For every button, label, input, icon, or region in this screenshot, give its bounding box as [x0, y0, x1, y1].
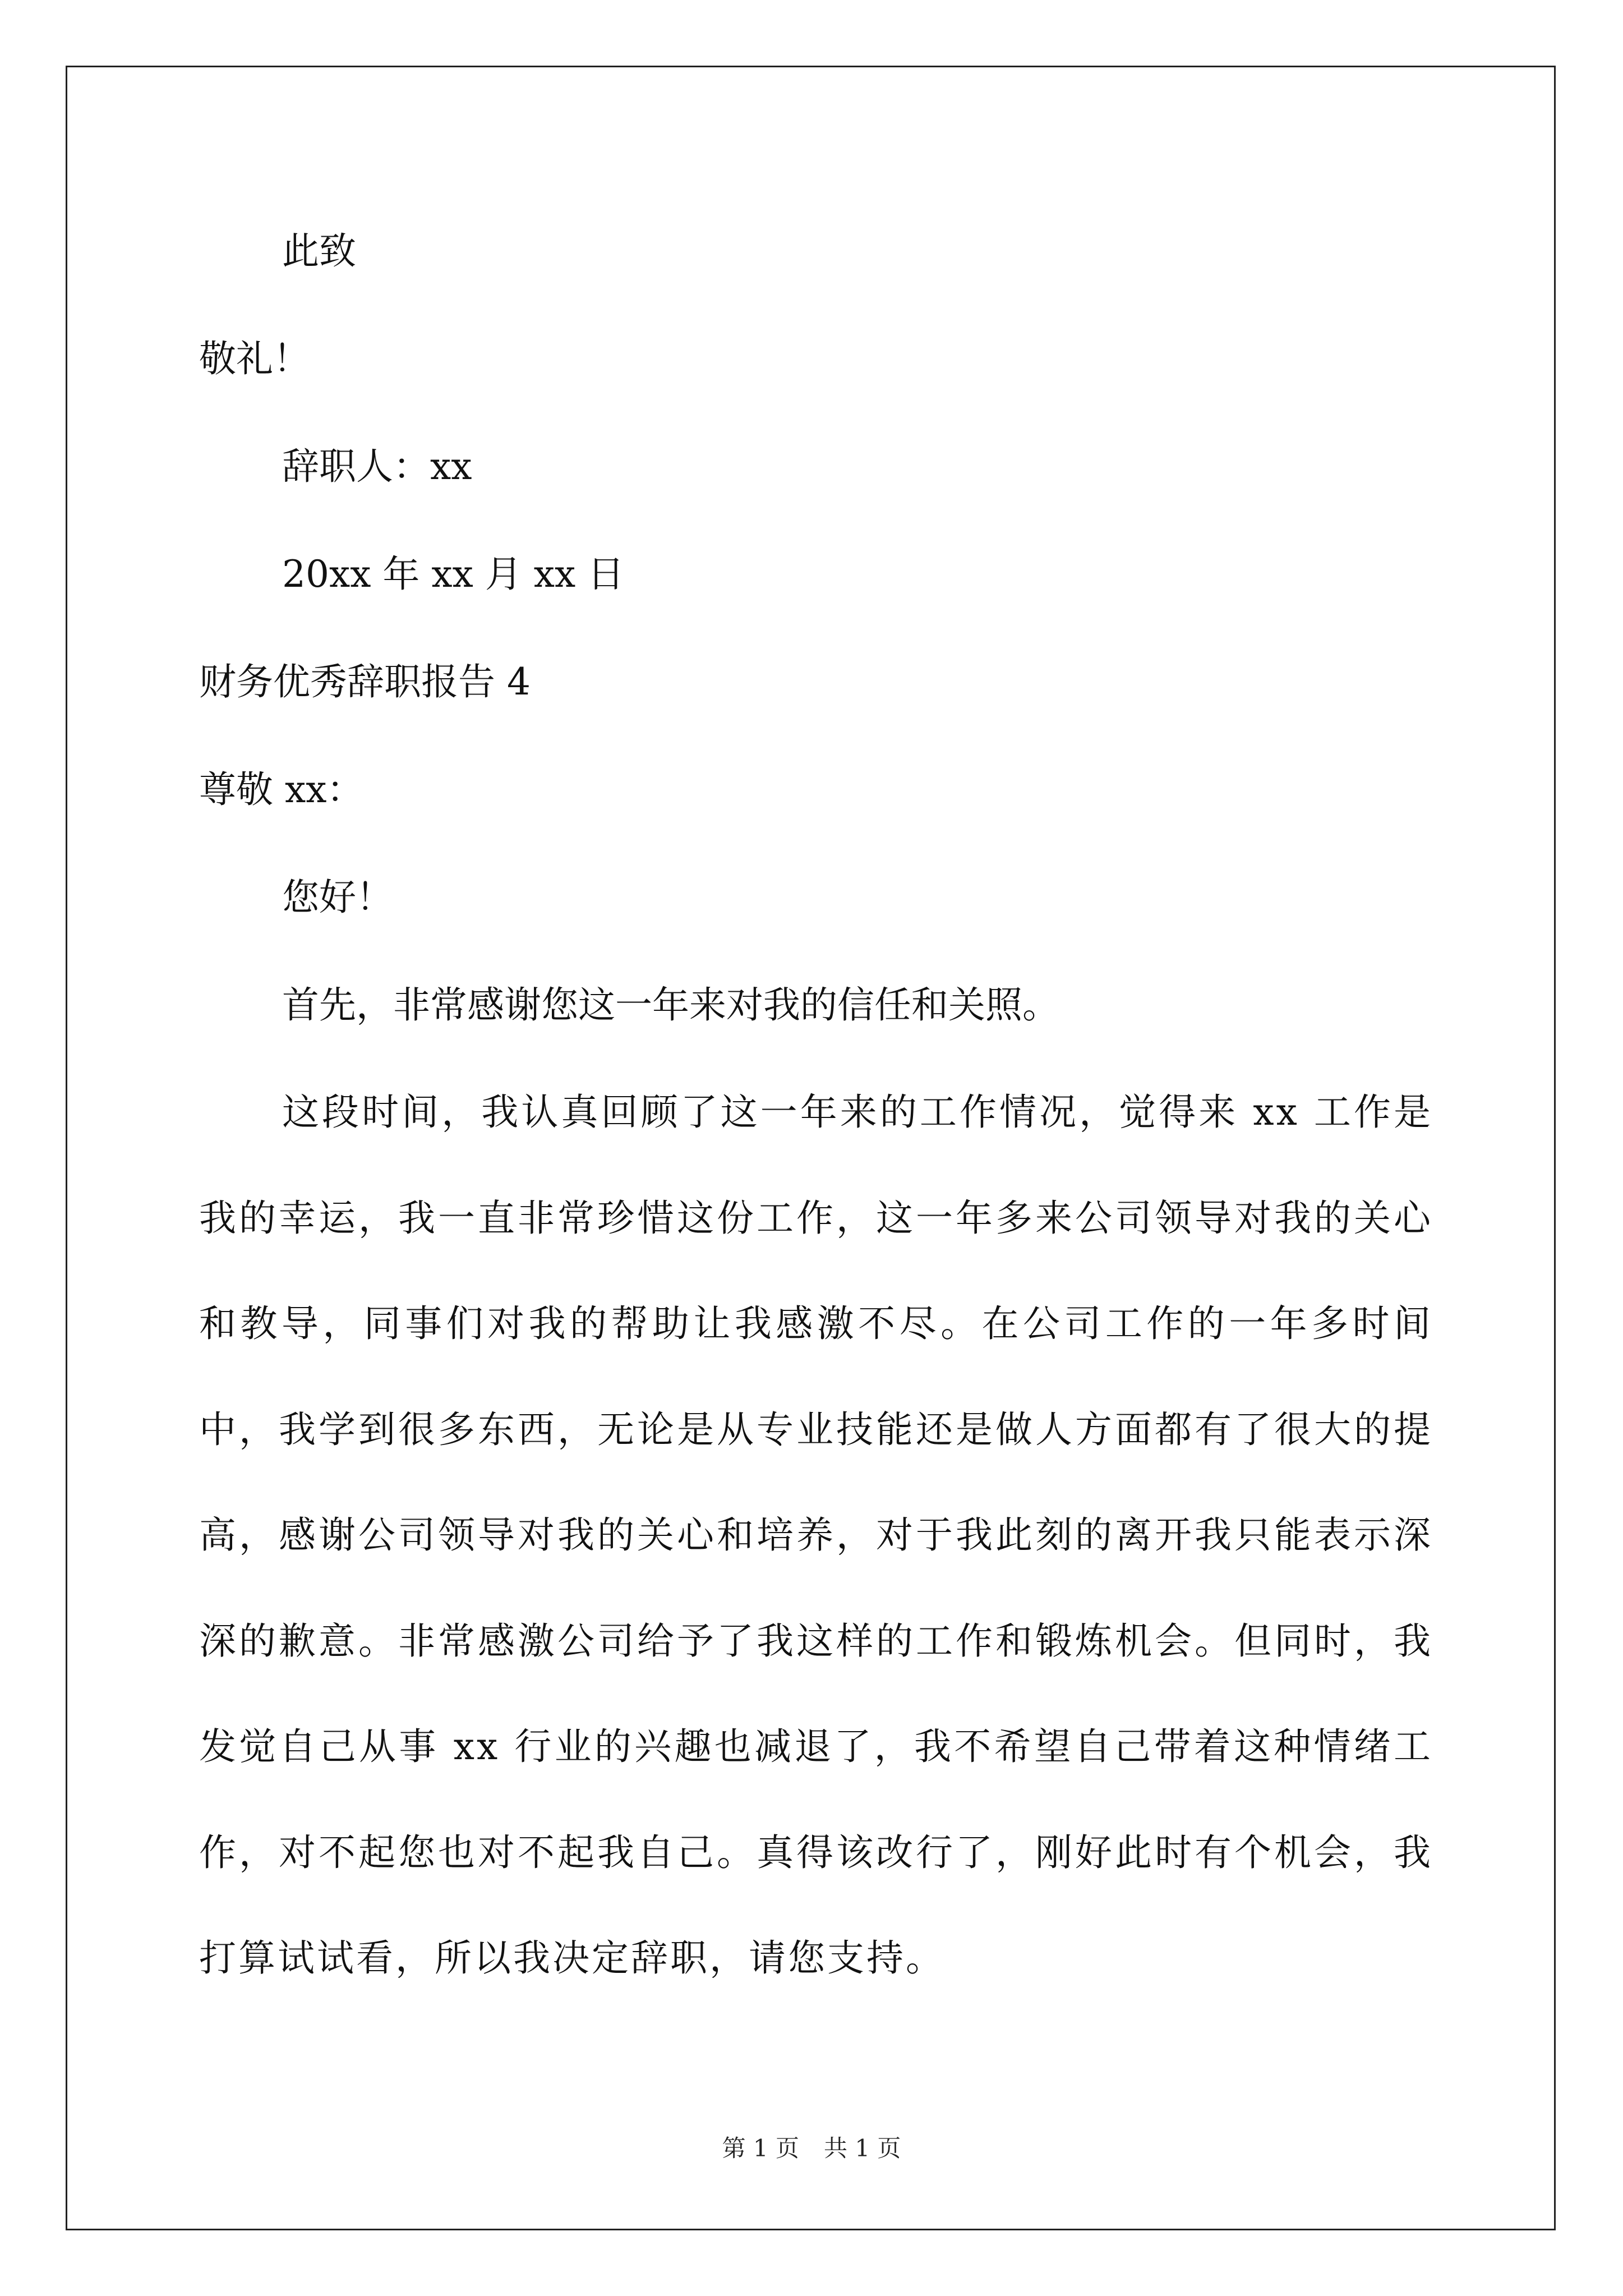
salutation: 尊敬 xx：	[199, 768, 364, 811]
section-title: 财务优秀辞职报告 4	[199, 660, 531, 703]
date-line: 20xx 年 xx 月 xx 日	[282, 553, 625, 596]
closing-line-1: 此致	[282, 229, 356, 273]
signer-line: 辞职人：xx	[282, 445, 472, 488]
page-total: 共 1 页	[824, 2134, 901, 2162]
paragraph-2: 这段时间，我认真回顾了这一年来的工作情况，觉得来 xx 工作是我的幸运，我一直非常珍惜这份工作，这一年多来公司领导对我的关心和教导，同事们对我的帮助让我感激不尽。在公司工作的一年多时间中，我学到很多东西，无论是从专业技能还是做人方面都有了很大的提高，感谢公司领导对我的关心和培养，对于我此刻的离开我只能表示深深的歉意。非常感激公司给予了我这样的工作和锻炼机会。但同时，我发觉自己从事 xx 行业的兴趣也减退了，我不希望自己带着这种情绪工作，对不起您也对不起我自己。真得该改行了，刚好此时有个机会，我打算试试看，所以我决定辞职，请您支持。	[199, 1091, 1433, 1980]
paragraph-1: 首先，非常感谢您这一年来对我的信任和关照。	[282, 983, 1059, 1027]
greeting: 您好！	[282, 876, 393, 919]
page-number: 第 1 页	[722, 2134, 799, 2162]
closing-line-2: 敬礼！	[199, 337, 310, 380]
page-footer	[0, 2132, 1623, 2165]
